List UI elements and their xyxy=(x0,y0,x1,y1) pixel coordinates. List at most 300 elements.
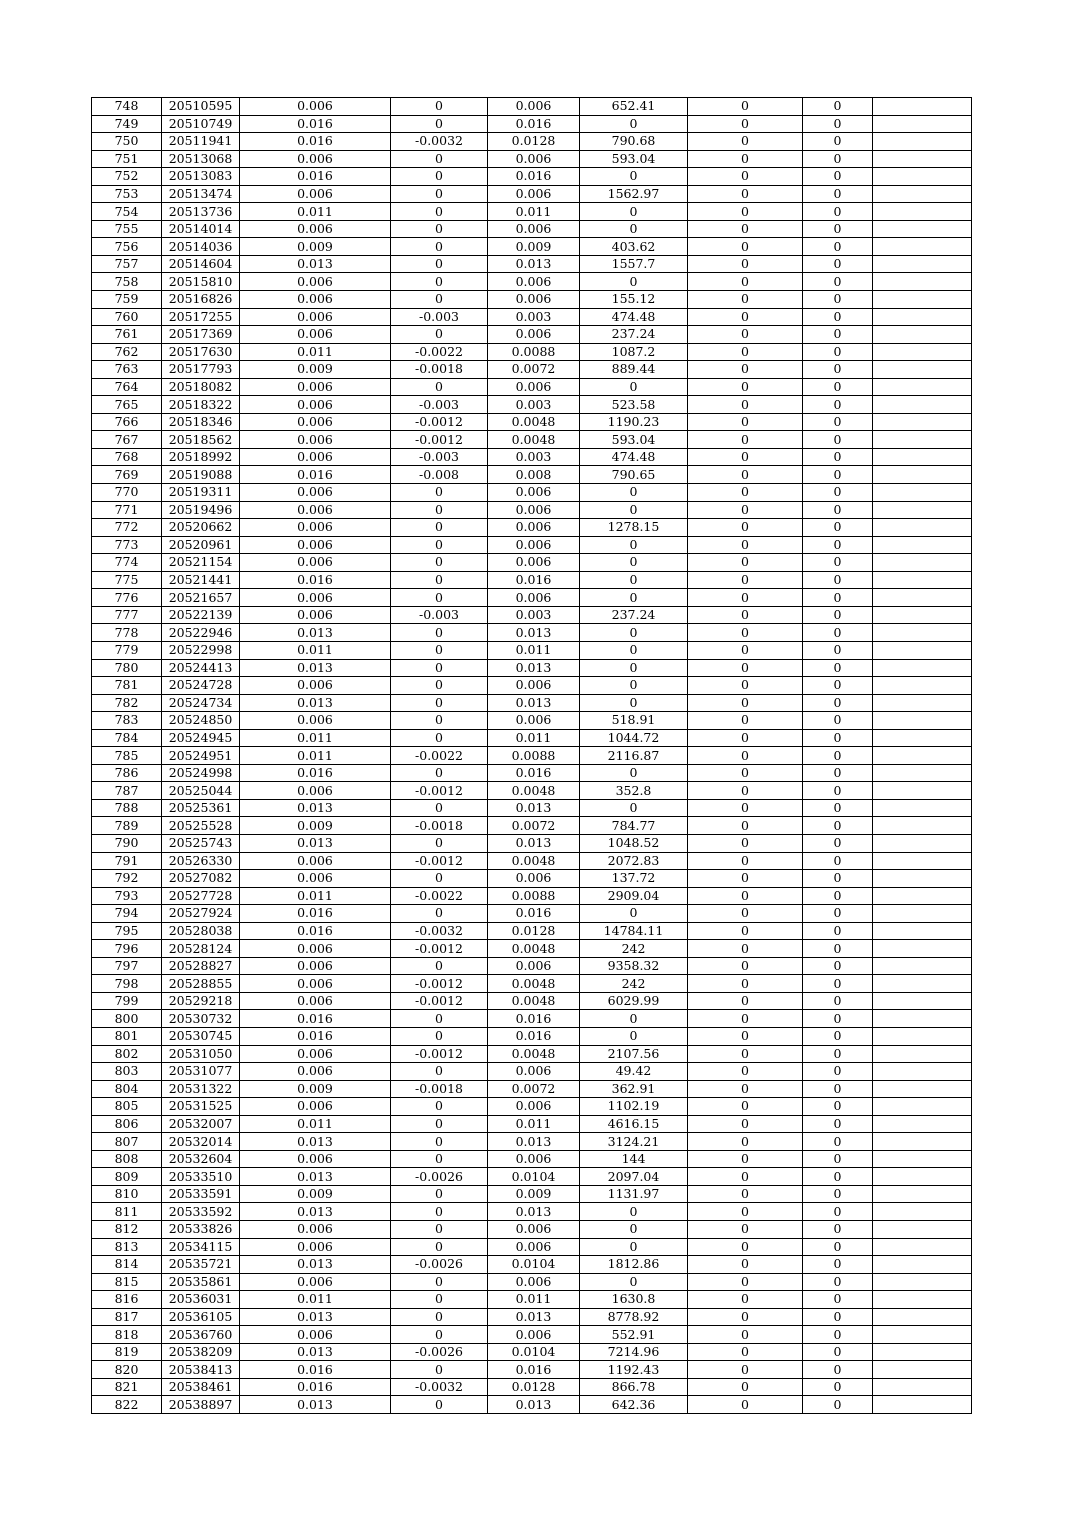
value-a-cell: 0.016 xyxy=(240,466,391,484)
blank-cell xyxy=(873,659,972,677)
net-value-cell: 0.0104 xyxy=(488,1256,580,1274)
row-number-cell: 773 xyxy=(92,536,162,554)
table-row xyxy=(92,1168,972,1186)
col8-cell: 0 xyxy=(803,799,873,817)
id-cell: 20531322 xyxy=(162,1080,240,1098)
adjustment-cell: 0 xyxy=(391,168,488,186)
blank-cell xyxy=(873,1010,972,1028)
row-number-cell: 801 xyxy=(92,1027,162,1045)
row-number-cell: 786 xyxy=(92,764,162,782)
col7-cell: 0 xyxy=(688,1221,803,1239)
id-cell: 20536760 xyxy=(162,1326,240,1344)
col8-cell: 0 xyxy=(803,887,873,905)
table-row xyxy=(92,343,972,361)
row-number-cell: 797 xyxy=(92,957,162,975)
net-value-cell: 0.006 xyxy=(488,957,580,975)
col7-cell: 0 xyxy=(688,834,803,852)
col7-cell: 0 xyxy=(688,992,803,1010)
col8-cell: 0 xyxy=(803,852,873,870)
amount-cell: 0 xyxy=(580,677,688,695)
col7-cell: 0 xyxy=(688,641,803,659)
col8-cell: 0 xyxy=(803,589,873,607)
amount-cell: 0 xyxy=(580,501,688,519)
amount-cell: 593.04 xyxy=(580,150,688,168)
col7-cell: 0 xyxy=(688,975,803,993)
col7-cell: 0 xyxy=(688,168,803,186)
amount-cell: 0 xyxy=(580,589,688,607)
col7-cell: 0 xyxy=(688,431,803,449)
amount-cell: 6029.99 xyxy=(580,992,688,1010)
col8-cell: 0 xyxy=(803,922,873,940)
id-cell: 20532604 xyxy=(162,1150,240,1168)
value-a-cell: 0.009 xyxy=(240,238,391,256)
adjustment-cell: -0.003 xyxy=(391,448,488,466)
row-number-cell: 758 xyxy=(92,273,162,291)
id-cell: 20522998 xyxy=(162,641,240,659)
amount-cell: 0 xyxy=(580,764,688,782)
blank-cell xyxy=(873,571,972,589)
amount-cell: 242 xyxy=(580,940,688,958)
row-number-cell: 777 xyxy=(92,606,162,624)
col8-cell: 0 xyxy=(803,1010,873,1028)
blank-cell xyxy=(873,308,972,326)
col8-cell: 0 xyxy=(803,1291,873,1309)
table-row xyxy=(92,712,972,730)
adjustment-cell: -0.0026 xyxy=(391,1168,488,1186)
id-cell: 20528038 xyxy=(162,922,240,940)
value-a-cell: 0.011 xyxy=(240,747,391,765)
id-cell: 20525361 xyxy=(162,799,240,817)
col8-cell: 0 xyxy=(803,870,873,888)
amount-cell: 155.12 xyxy=(580,291,688,309)
amount-cell: 652.41 xyxy=(580,98,688,116)
value-a-cell: 0.013 xyxy=(240,1168,391,1186)
row-number-cell: 808 xyxy=(92,1150,162,1168)
col8-cell: 0 xyxy=(803,413,873,431)
col8-cell: 0 xyxy=(803,834,873,852)
adjustment-cell: -0.003 xyxy=(391,606,488,624)
adjustment-cell: 0 xyxy=(391,624,488,642)
col8-cell: 0 xyxy=(803,975,873,993)
adjustment-cell: 0 xyxy=(391,185,488,203)
row-number-cell: 771 xyxy=(92,501,162,519)
amount-cell: 1630.8 xyxy=(580,1291,688,1309)
row-number-cell: 775 xyxy=(92,571,162,589)
blank-cell xyxy=(873,1133,972,1151)
id-cell: 20525528 xyxy=(162,817,240,835)
id-cell: 20524734 xyxy=(162,694,240,712)
row-number-cell: 802 xyxy=(92,1045,162,1063)
row-number-cell: 806 xyxy=(92,1115,162,1133)
table-row xyxy=(92,466,972,484)
net-value-cell: 0.0048 xyxy=(488,782,580,800)
table-row xyxy=(92,659,972,677)
net-value-cell: 0.006 xyxy=(488,519,580,537)
table-row xyxy=(92,519,972,537)
row-number-cell: 799 xyxy=(92,992,162,1010)
adjustment-cell: 0 xyxy=(391,1115,488,1133)
amount-cell: 2072.83 xyxy=(580,852,688,870)
net-value-cell: 0.0088 xyxy=(488,343,580,361)
row-number-cell: 780 xyxy=(92,659,162,677)
adjustment-cell: 0 xyxy=(391,255,488,273)
col8-cell: 0 xyxy=(803,957,873,975)
col8-cell: 0 xyxy=(803,255,873,273)
col8-cell: 0 xyxy=(803,817,873,835)
col7-cell: 0 xyxy=(688,1256,803,1274)
col8-cell: 0 xyxy=(803,466,873,484)
value-a-cell: 0.006 xyxy=(240,396,391,414)
col7-cell: 0 xyxy=(688,185,803,203)
col7-cell: 0 xyxy=(688,1098,803,1116)
value-a-cell: 0.016 xyxy=(240,133,391,151)
col8-cell: 0 xyxy=(803,1326,873,1344)
col8-cell: 0 xyxy=(803,992,873,1010)
table-row xyxy=(92,852,972,870)
amount-cell: 144 xyxy=(580,1150,688,1168)
blank-cell xyxy=(873,1185,972,1203)
col7-cell: 0 xyxy=(688,940,803,958)
table-row xyxy=(92,764,972,782)
col7-cell: 0 xyxy=(688,957,803,975)
blank-cell xyxy=(873,501,972,519)
amount-cell: 1562.97 xyxy=(580,185,688,203)
net-value-cell: 0.0072 xyxy=(488,817,580,835)
row-number-cell: 807 xyxy=(92,1133,162,1151)
adjustment-cell: 0 xyxy=(391,1150,488,1168)
net-value-cell: 0.013 xyxy=(488,1396,580,1414)
col8-cell: 0 xyxy=(803,115,873,133)
blank-cell xyxy=(873,413,972,431)
col8-cell: 0 xyxy=(803,1396,873,1414)
table-row xyxy=(92,1150,972,1168)
col7-cell: 0 xyxy=(688,326,803,344)
row-number-cell: 798 xyxy=(92,975,162,993)
col7-cell: 0 xyxy=(688,905,803,923)
value-a-cell: 0.013 xyxy=(240,255,391,273)
id-cell: 20533591 xyxy=(162,1185,240,1203)
adjustment-cell: -0.0018 xyxy=(391,817,488,835)
amount-cell: 1190.23 xyxy=(580,413,688,431)
id-cell: 20513474 xyxy=(162,185,240,203)
row-number-cell: 814 xyxy=(92,1256,162,1274)
table-row xyxy=(92,694,972,712)
value-a-cell: 0.016 xyxy=(240,905,391,923)
value-a-cell: 0.006 xyxy=(240,291,391,309)
id-cell: 20532014 xyxy=(162,1133,240,1151)
adjustment-cell: -0.0012 xyxy=(391,1045,488,1063)
blank-cell xyxy=(873,448,972,466)
amount-cell: 1812.86 xyxy=(580,1256,688,1274)
id-cell: 20533510 xyxy=(162,1168,240,1186)
row-number-cell: 813 xyxy=(92,1238,162,1256)
col8-cell: 0 xyxy=(803,150,873,168)
amount-cell: 0 xyxy=(580,1238,688,1256)
col8-cell: 0 xyxy=(803,1273,873,1291)
row-number-cell: 815 xyxy=(92,1273,162,1291)
col8-cell: 0 xyxy=(803,220,873,238)
value-a-cell: 0.016 xyxy=(240,1027,391,1045)
blank-cell xyxy=(873,992,972,1010)
blank-cell xyxy=(873,834,972,852)
row-number-cell: 818 xyxy=(92,1326,162,1344)
col7-cell: 0 xyxy=(688,817,803,835)
blank-cell xyxy=(873,484,972,502)
net-value-cell: 0.006 xyxy=(488,677,580,695)
value-a-cell: 0.006 xyxy=(240,448,391,466)
row-number-cell: 812 xyxy=(92,1221,162,1239)
id-cell: 20531077 xyxy=(162,1063,240,1081)
value-a-cell: 0.006 xyxy=(240,852,391,870)
value-a-cell: 0.006 xyxy=(240,957,391,975)
adjustment-cell: 0 xyxy=(391,554,488,572)
table-body xyxy=(92,98,972,1414)
amount-cell: 0 xyxy=(580,273,688,291)
adjustment-cell: 0 xyxy=(391,1238,488,1256)
net-value-cell: 0.006 xyxy=(488,1098,580,1116)
amount-cell: 790.68 xyxy=(580,133,688,151)
amount-cell: 403.62 xyxy=(580,238,688,256)
col7-cell: 0 xyxy=(688,1238,803,1256)
id-cell: 20527924 xyxy=(162,905,240,923)
col8-cell: 0 xyxy=(803,1080,873,1098)
amount-cell: 1102.19 xyxy=(580,1098,688,1116)
adjustment-cell: 0 xyxy=(391,150,488,168)
row-number-cell: 787 xyxy=(92,782,162,800)
adjustment-cell: 0 xyxy=(391,220,488,238)
table-row xyxy=(92,571,972,589)
amount-cell: 0 xyxy=(580,1221,688,1239)
table-row xyxy=(92,273,972,291)
col7-cell: 0 xyxy=(688,536,803,554)
id-cell: 20524951 xyxy=(162,747,240,765)
blank-cell xyxy=(873,1343,972,1361)
table-row xyxy=(92,1098,972,1116)
net-value-cell: 0.006 xyxy=(488,712,580,730)
amount-cell: 866.78 xyxy=(580,1378,688,1396)
amount-cell: 518.91 xyxy=(580,712,688,730)
net-value-cell: 0.013 xyxy=(488,659,580,677)
row-number-cell: 783 xyxy=(92,712,162,730)
adjustment-cell: 0 xyxy=(391,519,488,537)
adjustment-cell: 0 xyxy=(391,571,488,589)
net-value-cell: 0.006 xyxy=(488,536,580,554)
id-cell: 20518322 xyxy=(162,396,240,414)
value-a-cell: 0.006 xyxy=(240,554,391,572)
table-row xyxy=(92,1308,972,1326)
adjustment-cell: 0 xyxy=(391,729,488,747)
net-value-cell: 0.0048 xyxy=(488,852,580,870)
blank-cell xyxy=(873,1221,972,1239)
col8-cell: 0 xyxy=(803,1150,873,1168)
value-a-cell: 0.006 xyxy=(240,940,391,958)
row-number-cell: 788 xyxy=(92,799,162,817)
blank-cell xyxy=(873,396,972,414)
value-a-cell: 0.006 xyxy=(240,536,391,554)
col7-cell: 0 xyxy=(688,1150,803,1168)
amount-cell: 49.42 xyxy=(580,1063,688,1081)
table-row xyxy=(92,203,972,221)
value-a-cell: 0.006 xyxy=(240,431,391,449)
value-a-cell: 0.006 xyxy=(240,220,391,238)
net-value-cell: 0.013 xyxy=(488,1308,580,1326)
table-row xyxy=(92,905,972,923)
value-a-cell: 0.011 xyxy=(240,203,391,221)
col7-cell: 0 xyxy=(688,220,803,238)
value-a-cell: 0.006 xyxy=(240,1273,391,1291)
col8-cell: 0 xyxy=(803,554,873,572)
col7-cell: 0 xyxy=(688,1133,803,1151)
amount-cell: 642.36 xyxy=(580,1396,688,1414)
id-cell: 20520662 xyxy=(162,519,240,537)
col8-cell: 0 xyxy=(803,1203,873,1221)
adjustment-cell: -0.0012 xyxy=(391,992,488,1010)
id-cell: 20510749 xyxy=(162,115,240,133)
id-cell: 20524413 xyxy=(162,659,240,677)
amount-cell: 474.48 xyxy=(580,308,688,326)
table-row xyxy=(92,1343,972,1361)
value-a-cell: 0.006 xyxy=(240,326,391,344)
value-a-cell: 0.006 xyxy=(240,98,391,116)
net-value-cell: 0.016 xyxy=(488,905,580,923)
table-row xyxy=(92,729,972,747)
adjustment-cell: 0 xyxy=(391,799,488,817)
col7-cell: 0 xyxy=(688,554,803,572)
col8-cell: 0 xyxy=(803,133,873,151)
row-number-cell: 790 xyxy=(92,834,162,852)
net-value-cell: 0.003 xyxy=(488,606,580,624)
row-number-cell: 793 xyxy=(92,887,162,905)
col8-cell: 0 xyxy=(803,1133,873,1151)
table-row xyxy=(92,98,972,116)
row-number-cell: 779 xyxy=(92,641,162,659)
blank-cell xyxy=(873,361,972,379)
col7-cell: 0 xyxy=(688,255,803,273)
col8-cell: 0 xyxy=(803,448,873,466)
table-row xyxy=(92,1115,972,1133)
id-cell: 20516826 xyxy=(162,291,240,309)
value-a-cell: 0.013 xyxy=(240,834,391,852)
table-row xyxy=(92,238,972,256)
table-row xyxy=(92,255,972,273)
id-cell: 20522139 xyxy=(162,606,240,624)
adjustment-cell: -0.0032 xyxy=(391,133,488,151)
col8-cell: 0 xyxy=(803,764,873,782)
value-a-cell: 0.013 xyxy=(240,1133,391,1151)
adjustment-cell: -0.0026 xyxy=(391,1256,488,1274)
value-a-cell: 0.006 xyxy=(240,677,391,695)
table-row xyxy=(92,1221,972,1239)
col8-cell: 0 xyxy=(803,1027,873,1045)
table-row xyxy=(92,782,972,800)
amount-cell: 784.77 xyxy=(580,817,688,835)
amount-cell: 790.65 xyxy=(580,466,688,484)
table-row xyxy=(92,1378,972,1396)
value-a-cell: 0.009 xyxy=(240,1080,391,1098)
row-number-cell: 784 xyxy=(92,729,162,747)
col8-cell: 0 xyxy=(803,1115,873,1133)
id-cell: 20518992 xyxy=(162,448,240,466)
adjustment-cell: -0.0012 xyxy=(391,782,488,800)
blank-cell xyxy=(873,203,972,221)
net-value-cell: 0.006 xyxy=(488,326,580,344)
col8-cell: 0 xyxy=(803,694,873,712)
row-number-cell: 750 xyxy=(92,133,162,151)
row-number-cell: 776 xyxy=(92,589,162,607)
col7-cell: 0 xyxy=(688,764,803,782)
amount-cell: 0 xyxy=(580,694,688,712)
amount-cell: 523.58 xyxy=(580,396,688,414)
table-row xyxy=(92,413,972,431)
blank-cell xyxy=(873,1396,972,1414)
col8-cell: 0 xyxy=(803,641,873,659)
row-number-cell: 756 xyxy=(92,238,162,256)
row-number-cell: 761 xyxy=(92,326,162,344)
table-row xyxy=(92,957,972,975)
net-value-cell: 0.0104 xyxy=(488,1168,580,1186)
net-value-cell: 0.011 xyxy=(488,203,580,221)
id-cell: 20514604 xyxy=(162,255,240,273)
col8-cell: 0 xyxy=(803,1063,873,1081)
adjustment-cell: 0 xyxy=(391,1063,488,1081)
table-row xyxy=(92,1063,972,1081)
col8-cell: 0 xyxy=(803,1221,873,1239)
value-a-cell: 0.011 xyxy=(240,343,391,361)
adjustment-cell: -0.0012 xyxy=(391,975,488,993)
blank-cell xyxy=(873,589,972,607)
row-number-cell: 809 xyxy=(92,1168,162,1186)
adjustment-cell: 0 xyxy=(391,1133,488,1151)
value-a-cell: 0.016 xyxy=(240,922,391,940)
col8-cell: 0 xyxy=(803,1308,873,1326)
id-cell: 20533592 xyxy=(162,1203,240,1221)
net-value-cell: 0.006 xyxy=(488,98,580,116)
col7-cell: 0 xyxy=(688,799,803,817)
table-row xyxy=(92,1203,972,1221)
col7-cell: 0 xyxy=(688,1063,803,1081)
id-cell: 20518082 xyxy=(162,378,240,396)
table-row xyxy=(92,747,972,765)
adjustment-cell: -0.008 xyxy=(391,466,488,484)
adjustment-cell: -0.0012 xyxy=(391,940,488,958)
value-a-cell: 0.013 xyxy=(240,1256,391,1274)
table-row xyxy=(92,291,972,309)
amount-cell: 0 xyxy=(580,220,688,238)
blank-cell xyxy=(873,694,972,712)
adjustment-cell: 0 xyxy=(391,1326,488,1344)
blank-cell xyxy=(873,273,972,291)
col8-cell: 0 xyxy=(803,606,873,624)
blank-cell xyxy=(873,1045,972,1063)
row-number-cell: 753 xyxy=(92,185,162,203)
col7-cell: 0 xyxy=(688,870,803,888)
table-row xyxy=(92,817,972,835)
net-value-cell: 0.003 xyxy=(488,448,580,466)
table-row xyxy=(92,677,972,695)
blank-cell xyxy=(873,133,972,151)
id-cell: 20513736 xyxy=(162,203,240,221)
net-value-cell: 0.0048 xyxy=(488,975,580,993)
id-cell: 20520961 xyxy=(162,536,240,554)
adjustment-cell: 0 xyxy=(391,1098,488,1116)
table-row xyxy=(92,133,972,151)
blank-cell xyxy=(873,677,972,695)
amount-cell: 14784.11 xyxy=(580,922,688,940)
col8-cell: 0 xyxy=(803,1361,873,1379)
adjustment-cell: 0 xyxy=(391,536,488,554)
id-cell: 20530745 xyxy=(162,1027,240,1045)
net-value-cell: 0.006 xyxy=(488,870,580,888)
